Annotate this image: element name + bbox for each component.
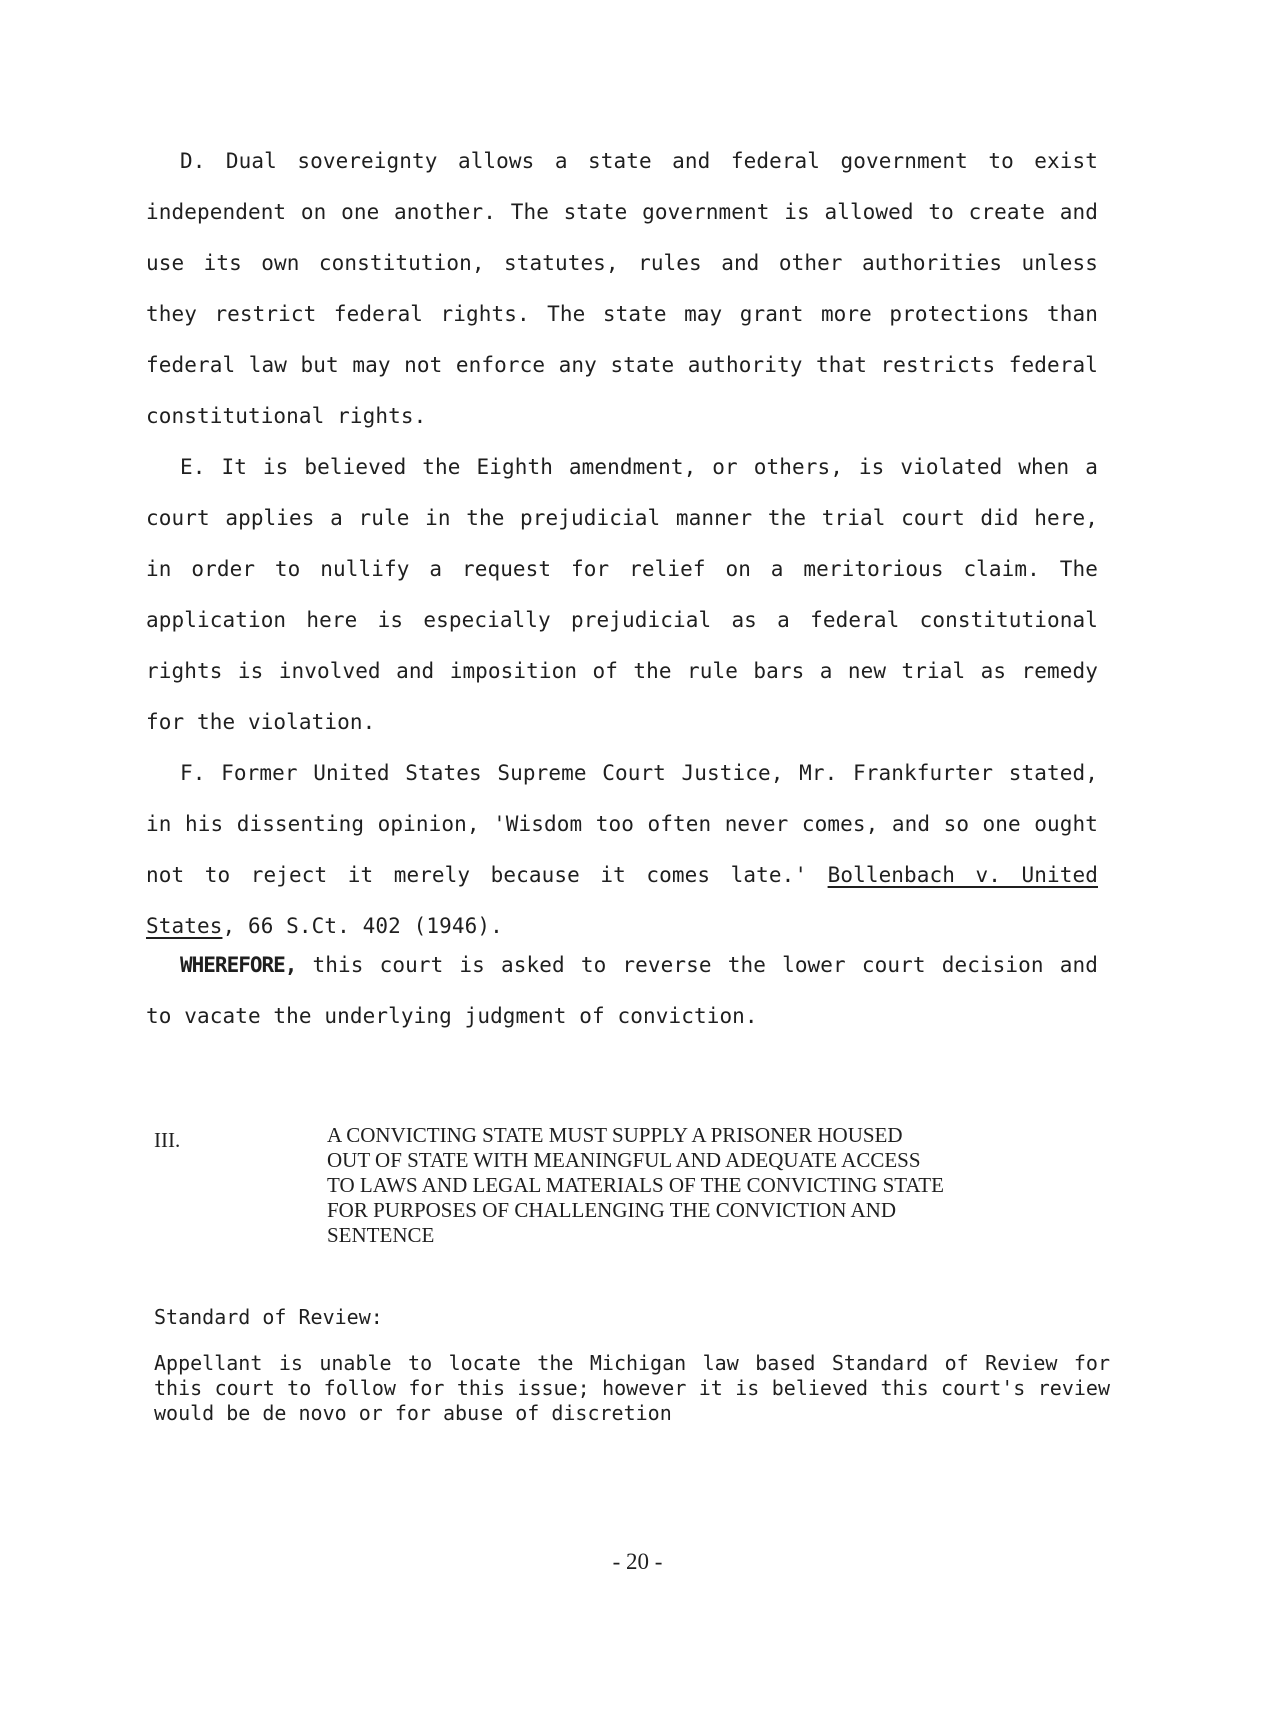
paragraph-e: E. It is believed the Eighth amendment, or others, is violated when a court applies a rule in the prejudicial manner the trial court did here, in order to nullify a request for relief on a meritorious claim. The application here is especially prejudicial as a federal constitutional rights is involved and imposition of the rule bars a new trial as remedy for the violation. — [146, 455, 1098, 734]
paragraph-d: D. Dual sovereignty allows a state and federal government to exist independent on one another. The state government is allowed to create and use its own constitution, statutes, rules and other authorities unless they restrict federal rights. The state may grant more protections than federal law but may not enforce any state authority that restricts federal constitutional rights. — [146, 149, 1098, 428]
page-number: - 20 - — [612, 1549, 663, 1574]
section-number: III. — [154, 1128, 181, 1152]
wherefore-paragraph — [146, 940, 1098, 1042]
standard-of-review-body: Appellant is unable to locate the Michigan law based Standard of Review for this court to follow for this issue; however it is believed this court's review would be de novo or for abuse of discretion — [154, 1351, 1110, 1425]
paragraph-f-text: F. Former United States Supreme Court Justice, Mr. Frankfurter stated, in his dissenting opinion, 'Wisdom too often never comes, and so one ought not to reject it merely because it comes late.' — [146, 761, 1098, 887]
paragraph-f — [146, 748, 1098, 952]
section-heading: A CONVICTING STATE MUST SUPPLY A PRISONER HOUSED OUT OF STATE WITH MEANINGFUL AND ADEQUATE ACCESS TO LAWS AND LEGAL MATERIALS OF THE CONVICTING STATE FOR PURPOSES OF CHALLENGING THE CONVICTION AND SENTENCE — [327, 1123, 944, 1247]
wherefore-lead: WHEREFORE, — [180, 953, 297, 977]
standard-of-review-label: Standard of Review: — [154, 1305, 383, 1329]
wherefore-text: this court is asked to reverse the lower court decision and to vacate the underlying judgment of conviction. — [146, 953, 1098, 1028]
paragraph-f-cite-tail: , 66 S.Ct. 402 (1946). — [222, 914, 503, 938]
case-citation: Bollenbach v. United States — [146, 863, 1098, 938]
